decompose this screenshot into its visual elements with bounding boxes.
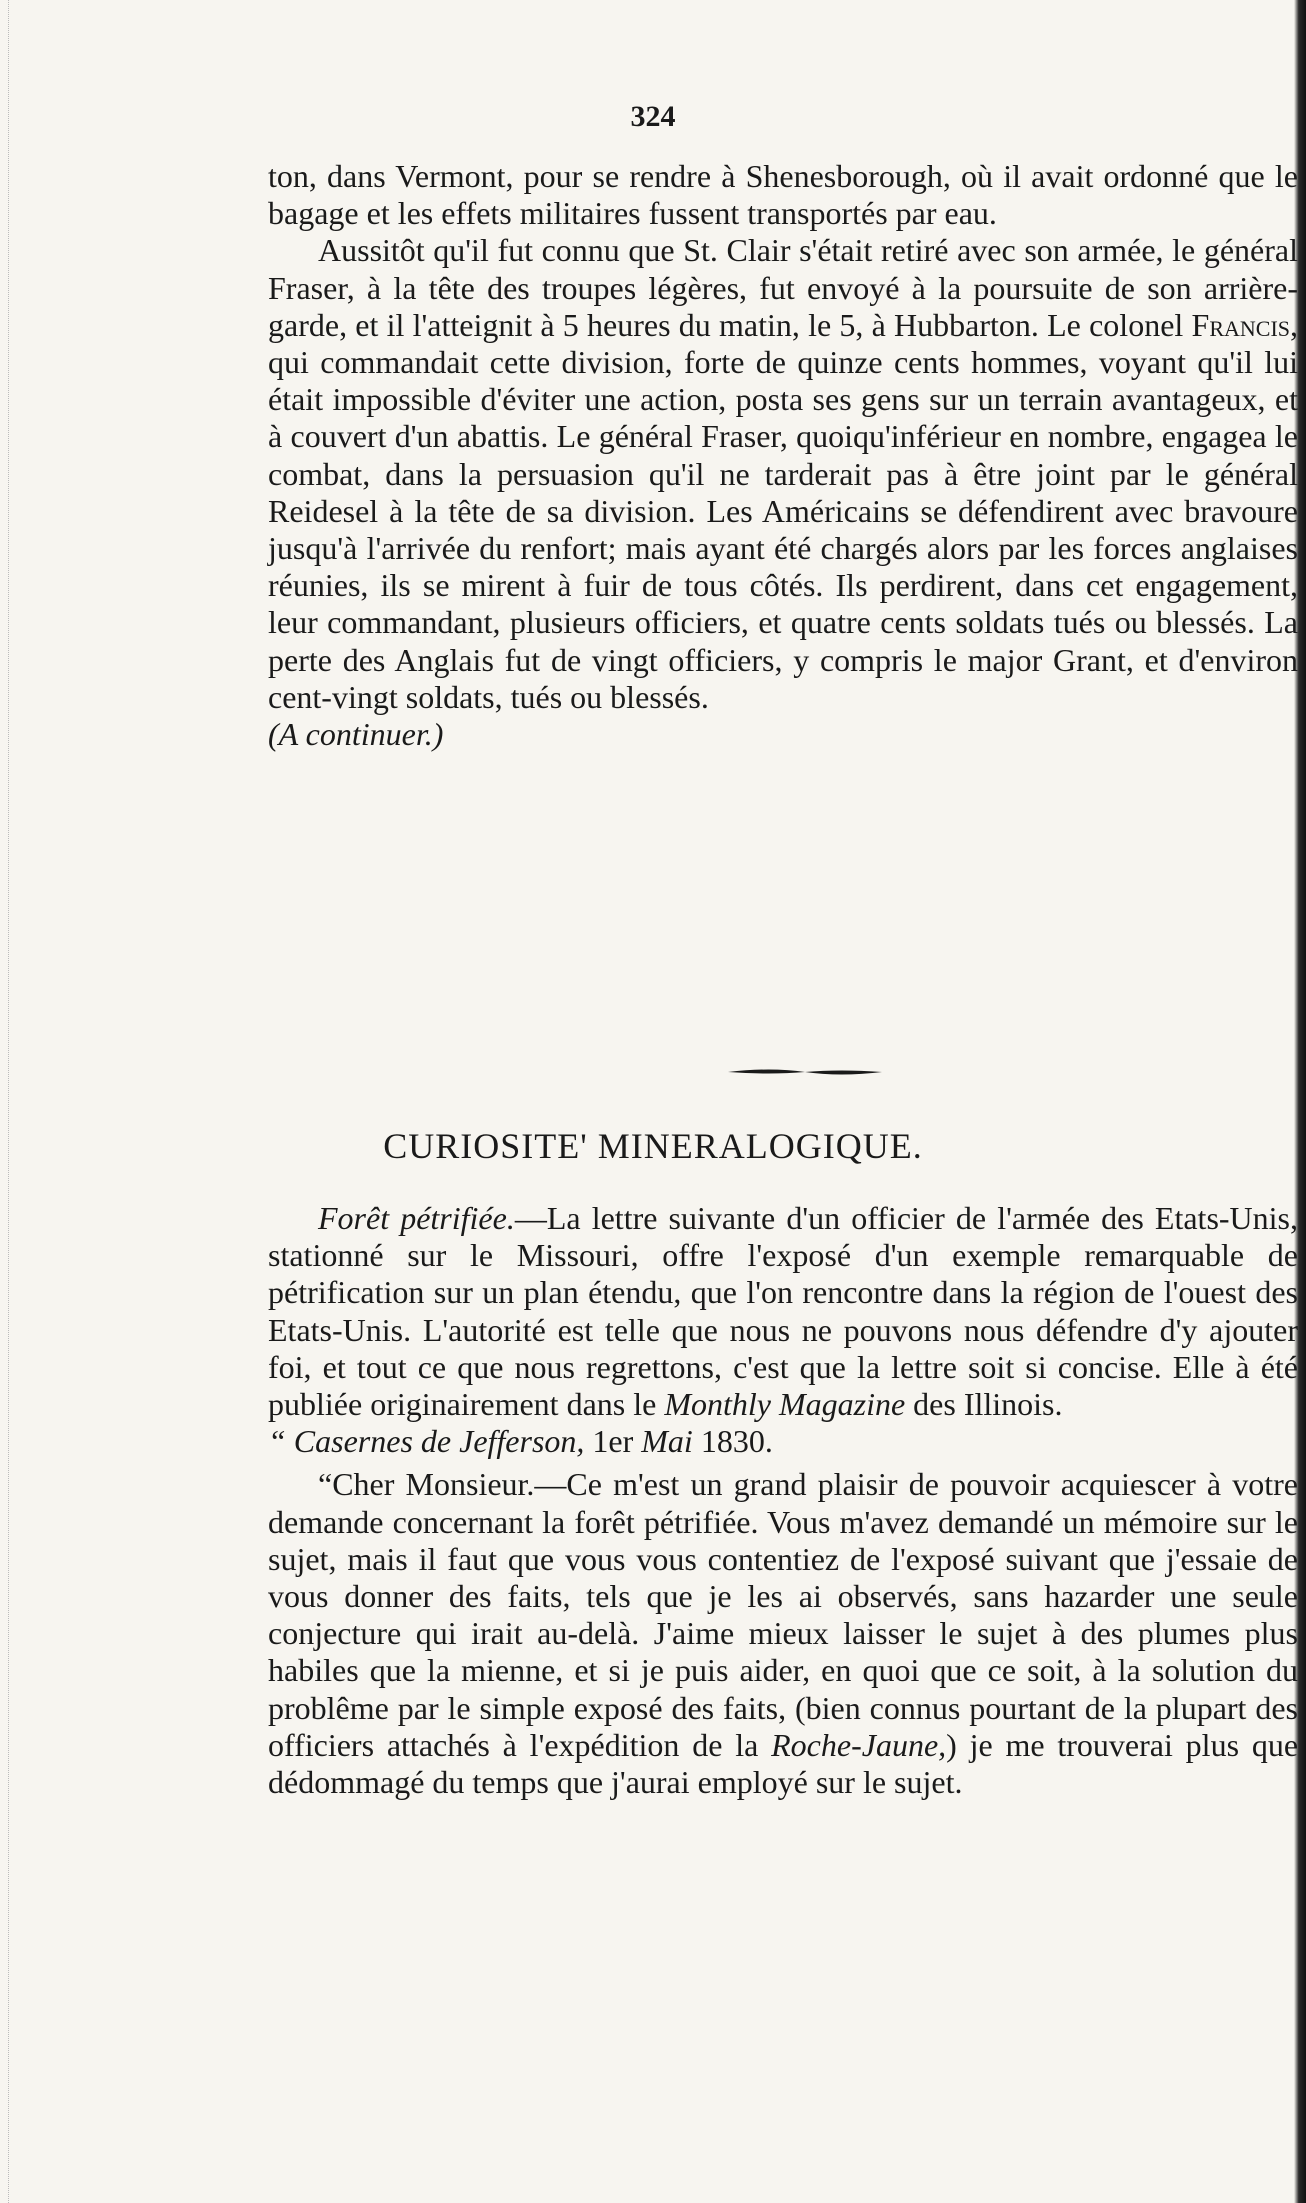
paragraph-text: des Illinois. — [905, 1386, 1063, 1423]
paragraph-text: ) je me trouverai plus que dédommagé du temps que j'aurai employé sur le sujet. — [268, 1726, 1299, 1801]
section-divider-ornament — [0, 1065, 1306, 1079]
magazine-title: Monthly Magazine — [664, 1386, 906, 1423]
place-name: Roche-Jaune, — [771, 1726, 947, 1763]
letter-dateline — [268, 1423, 1298, 1460]
dateline-place: “ Casernes de Jefferson, — [268, 1423, 585, 1460]
page-left-edge — [0, 0, 9, 2203]
dateline-year: 1830. — [692, 1423, 773, 1460]
paragraph-text: Aussitôt qu'il fut connu que St. Clair s'était retiré avec son armée, le général Fraser, à la tête des troupes légères, fut envoyé à la poursuite de son arrière-garde, et il l'atteignit à 5 heures du matin, le 5, à Hubbarton. Le colonel — [268, 232, 1298, 343]
section-title: CURIOSITE' MINERALOGIQUE. — [383, 1126, 923, 1166]
paragraph — [268, 158, 1298, 232]
page-number: 324 — [630, 100, 676, 133]
paragraph — [268, 1466, 1298, 1801]
paragraph — [268, 1200, 1298, 1423]
dateline-day: 1er — [584, 1423, 642, 1460]
lead-term: Forêt pétrifiée. — [318, 1200, 515, 1236]
article-continuation — [268, 158, 1298, 753]
paragraph-text: ton, dans Vermont, pour se rendre à Shenesborough, où il avait ordonné que le bagage et les effets militaires fussent transportés par eau. — [268, 158, 1298, 232]
paragraph-text: , qui commandait cette division, forte de quinze cents hommes, voyant qu'il lui était impossible d'éviter une action, posta ses gens sur un terrain avantageux, et à couvert d'un abattis. Le général Fraser, quoiqu'inférieur en nombre, engagea le combat, dans la persuasion qu'il ne tarderait pas à être joint par le général Reidesel à la tête de sa division. Les Américains se défendirent avec bravoure jusqu'à l'arrivée du renfort; mais ayant été chargés alors par les forces anglaises réunies, ils se mirent à fuir de tous côtés. Ils perdirent, dans cet engagement, leur commandant, plusieurs officiers, et quatre cents soldats tués ou blessés. La perte des Anglais fut de vingt officiers, y compris le major Grant, et d'environ cent-vingt soldats, tués ou blessés. — [268, 306, 1299, 715]
article-body — [268, 1200, 1298, 1801]
dateline-month: Mai — [641, 1423, 693, 1460]
to-be-continued: (A continuer.) — [268, 716, 444, 753]
paragraph — [268, 232, 1298, 716]
paragraph-text: —La lettre suivante d'un officier de l'armée des Etats-Unis, stationné sur le Missouri, offre l'exposé d'un exemple remarquable de pétrification sur un plan étendu, que l'on rencontre dans la région de l'ouest des Etats-Unis. L'autorité est telle que nous ne pouvons nous défendre d'y ajouter foi, et tout ce que nous regrettons, c'est que la lettre soit si concise. Elle à été publiée originairement dans le — [268, 1200, 1299, 1423]
paragraph-text: “Cher Monsieur.—Ce m'est un grand plaisir de pouvoir acquiescer à votre demande concernant la forêt pétrifiée. Vous m'avez demandé un mémoire sur le sujet, mais il faut que vous vous contentiez de l'exposé suivant que j'essaie de vous donner des faits, tels que je les ai observés, sans hazarder une seule conjecture qui irait au-delà. J'aime mieux laisser le sujet à des plumes plus habiles que la mienne, et si je puis aider, en quoi que ce soit, à la solution du problême par le simple exposé des faits, (bien connus pourtant de la plupart des officiers attachés à l'expédition de la — [268, 1466, 1298, 1763]
person-name: Francis — [1191, 306, 1291, 343]
